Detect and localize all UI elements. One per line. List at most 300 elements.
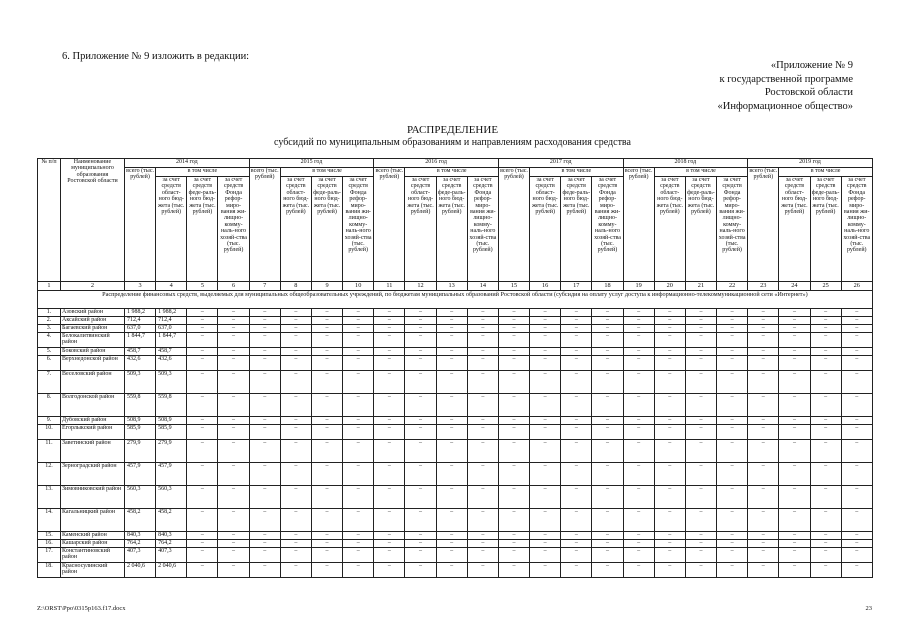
- row-empty-value: –: [779, 532, 810, 540]
- column-number: 5: [187, 282, 218, 291]
- column-number: 1: [38, 282, 61, 291]
- row-empty-value: –: [717, 563, 748, 578]
- row-empty-value: –: [810, 317, 841, 325]
- row-empty-value: –: [405, 463, 436, 486]
- header-regional: за счет средств област-ного бюд-жета (тыс. рублей): [779, 177, 810, 282]
- row-empty-value: –: [841, 463, 872, 486]
- row-empty-value: –: [405, 563, 436, 578]
- row-empty-value: –: [717, 486, 748, 509]
- row-empty-value: –: [280, 417, 311, 425]
- row-empty-value: –: [623, 356, 654, 371]
- row-empty-value: –: [623, 348, 654, 356]
- row-empty-value: –: [654, 486, 685, 509]
- row-empty-value: –: [311, 425, 342, 440]
- row-empty-value: –: [592, 348, 623, 356]
- row-municipality: Константиновский район: [61, 548, 125, 563]
- row-regional-2014: 1 988,2: [156, 309, 187, 317]
- row-empty-value: –: [561, 309, 592, 317]
- row-municipality: Волгодонской район: [61, 394, 125, 417]
- row-empty-value: –: [280, 325, 311, 333]
- row-empty-value: –: [810, 348, 841, 356]
- annex-line: «Информационное общество»: [717, 100, 853, 112]
- row-empty-value: –: [717, 371, 748, 394]
- row-empty-value: –: [405, 394, 436, 417]
- row-total-2014: 407,3: [125, 548, 156, 563]
- row-empty-value: –: [374, 417, 405, 425]
- row-regional-2014: 457,9: [156, 463, 187, 486]
- row-total-2014: 1 988,2: [125, 309, 156, 317]
- row-number: 9.: [38, 417, 61, 425]
- row-empty-value: –: [405, 356, 436, 371]
- row-empty-value: –: [810, 509, 841, 532]
- row-empty-value: –: [779, 440, 810, 463]
- row-empty-value: –: [436, 540, 467, 548]
- row-empty-value: –: [779, 356, 810, 371]
- row-empty-value: –: [187, 317, 218, 325]
- header-including: в том числе: [530, 168, 623, 177]
- column-number: 14: [467, 282, 498, 291]
- row-empty-value: –: [436, 348, 467, 356]
- row-empty-value: –: [561, 463, 592, 486]
- row-empty-value: –: [530, 532, 561, 540]
- row-empty-value: –: [280, 563, 311, 578]
- row-empty-value: –: [436, 356, 467, 371]
- header-year: 2016 год: [374, 159, 499, 168]
- row-empty-value: –: [685, 540, 716, 548]
- row-empty-value: –: [343, 463, 374, 486]
- section-title: Распределение финансовых средств, выделяемых для муниципальных общеобразовательных учреждений, по бюджетам муниципальных образований Ростовской области (субсидия на оплату услуг доступа к информационно-телекоммуникационной сети «Интернет»): [38, 291, 873, 309]
- row-empty-value: –: [249, 540, 280, 548]
- row-empty-value: –: [374, 532, 405, 540]
- row-empty-value: –: [530, 540, 561, 548]
- table-row: [38, 333, 873, 348]
- row-empty-value: –: [467, 325, 498, 333]
- row-empty-value: –: [498, 348, 529, 356]
- row-empty-value: –: [249, 417, 280, 425]
- row-municipality: Азовский район: [61, 309, 125, 317]
- row-empty-value: –: [592, 463, 623, 486]
- header-total: всего (тыс. рублей): [374, 168, 405, 282]
- row-empty-value: –: [405, 371, 436, 394]
- row-empty-value: –: [249, 371, 280, 394]
- row-empty-value: –: [467, 371, 498, 394]
- row-empty-value: –: [685, 348, 716, 356]
- row-empty-value: –: [187, 309, 218, 317]
- row-empty-value: –: [561, 440, 592, 463]
- row-empty-value: –: [748, 371, 779, 394]
- row-empty-value: –: [374, 463, 405, 486]
- row-empty-value: –: [498, 532, 529, 540]
- row-empty-value: –: [841, 317, 872, 325]
- row-empty-value: –: [436, 317, 467, 325]
- row-empty-value: –: [779, 463, 810, 486]
- row-empty-value: –: [187, 371, 218, 394]
- row-empty-value: –: [685, 371, 716, 394]
- row-empty-value: –: [623, 425, 654, 440]
- row-empty-value: –: [467, 425, 498, 440]
- row-empty-value: –: [405, 548, 436, 563]
- row-empty-value: –: [654, 509, 685, 532]
- column-number: 19: [623, 282, 654, 291]
- row-empty-value: –: [218, 440, 249, 463]
- header-regional: за счет средств област-ного бюд-жета (тыс. рублей): [654, 177, 685, 282]
- row-empty-value: –: [810, 548, 841, 563]
- row-empty-value: –: [343, 417, 374, 425]
- header-federal: за счет средств феде-раль-ного бюд-жета (тыс. рублей): [187, 177, 218, 282]
- row-empty-value: –: [561, 317, 592, 325]
- row-empty-value: –: [561, 425, 592, 440]
- row-empty-value: –: [343, 563, 374, 578]
- row-number: 12.: [38, 463, 61, 486]
- row-empty-value: –: [343, 348, 374, 356]
- table-row: [38, 425, 873, 440]
- row-regional-2014: 764,2: [156, 540, 187, 548]
- row-empty-value: –: [685, 532, 716, 540]
- row-regional-2014: 508,9: [156, 417, 187, 425]
- row-empty-value: –: [467, 548, 498, 563]
- row-empty-value: –: [280, 356, 311, 371]
- row-empty-value: –: [405, 348, 436, 356]
- row-empty-value: –: [343, 548, 374, 563]
- row-empty-value: –: [218, 532, 249, 540]
- row-empty-value: –: [810, 309, 841, 317]
- row-empty-value: –: [436, 394, 467, 417]
- row-empty-value: –: [436, 440, 467, 463]
- table-row: [38, 325, 873, 333]
- row-empty-value: –: [748, 356, 779, 371]
- row-empty-value: –: [311, 440, 342, 463]
- row-empty-value: –: [467, 486, 498, 509]
- row-empty-value: –: [530, 509, 561, 532]
- table-row: [38, 348, 873, 356]
- row-empty-value: –: [592, 509, 623, 532]
- row-empty-value: –: [592, 548, 623, 563]
- row-empty-value: –: [654, 394, 685, 417]
- row-empty-value: –: [592, 356, 623, 371]
- row-empty-value: –: [623, 417, 654, 425]
- row-number: 6.: [38, 356, 61, 371]
- table-row: [38, 486, 873, 509]
- row-empty-value: –: [779, 540, 810, 548]
- row-empty-value: –: [654, 333, 685, 348]
- row-empty-value: –: [623, 440, 654, 463]
- row-empty-value: –: [623, 371, 654, 394]
- header-regional: за счет средств област-ного бюд-жета (тыс. рублей): [530, 177, 561, 282]
- row-empty-value: –: [561, 417, 592, 425]
- row-regional-2014: 509,3: [156, 371, 187, 394]
- row-empty-value: –: [561, 563, 592, 578]
- row-empty-value: –: [685, 309, 716, 317]
- row-empty-value: –: [374, 371, 405, 394]
- row-empty-value: –: [218, 309, 249, 317]
- row-total-2014: 712,4: [125, 317, 156, 325]
- row-empty-value: –: [530, 548, 561, 563]
- row-empty-value: –: [685, 317, 716, 325]
- row-empty-value: –: [467, 394, 498, 417]
- row-empty-value: –: [748, 563, 779, 578]
- row-number: 1.: [38, 309, 61, 317]
- header-year: 2018 год: [623, 159, 748, 168]
- row-empty-value: –: [311, 463, 342, 486]
- header-year: 2017 год: [498, 159, 623, 168]
- row-regional-2014: 637,0: [156, 325, 187, 333]
- row-empty-value: –: [436, 417, 467, 425]
- row-empty-value: –: [374, 540, 405, 548]
- row-empty-value: –: [311, 356, 342, 371]
- row-empty-value: –: [498, 371, 529, 394]
- row-empty-value: –: [841, 394, 872, 417]
- row-empty-value: –: [436, 509, 467, 532]
- row-regional-2014: 2 040,6: [156, 563, 187, 578]
- row-empty-value: –: [436, 486, 467, 509]
- row-empty-value: –: [187, 532, 218, 540]
- row-empty-value: –: [530, 325, 561, 333]
- row-regional-2014: 585,9: [156, 425, 187, 440]
- row-empty-value: –: [623, 463, 654, 486]
- header-number: № п/п: [38, 159, 61, 282]
- row-empty-value: –: [187, 540, 218, 548]
- row-empty-value: –: [779, 348, 810, 356]
- row-empty-value: –: [187, 417, 218, 425]
- row-empty-value: –: [623, 333, 654, 348]
- row-empty-value: –: [717, 540, 748, 548]
- header-total: всего (тыс. рублей): [125, 168, 156, 282]
- row-empty-value: –: [841, 509, 872, 532]
- row-empty-value: –: [311, 417, 342, 425]
- row-empty-value: –: [187, 463, 218, 486]
- column-number: 4: [156, 282, 187, 291]
- row-empty-value: –: [280, 394, 311, 417]
- row-empty-value: –: [187, 509, 218, 532]
- row-empty-value: –: [280, 333, 311, 348]
- row-empty-value: –: [654, 540, 685, 548]
- row-empty-value: –: [810, 425, 841, 440]
- row-empty-value: –: [810, 325, 841, 333]
- row-empty-value: –: [717, 309, 748, 317]
- row-empty-value: –: [374, 563, 405, 578]
- row-empty-value: –: [249, 333, 280, 348]
- row-empty-value: –: [343, 540, 374, 548]
- row-empty-value: –: [685, 563, 716, 578]
- column-number: 6: [218, 282, 249, 291]
- row-empty-value: –: [249, 563, 280, 578]
- row-empty-value: –: [436, 309, 467, 317]
- row-empty-value: –: [374, 486, 405, 509]
- header-year: 2019 год: [748, 159, 873, 168]
- row-empty-value: –: [841, 417, 872, 425]
- row-number: 4.: [38, 333, 61, 348]
- row-empty-value: –: [717, 463, 748, 486]
- row-municipality: Аксайский район: [61, 317, 125, 325]
- row-empty-value: –: [623, 317, 654, 325]
- row-empty-value: –: [498, 486, 529, 509]
- header-total: всего (тыс. рублей): [748, 168, 779, 282]
- row-empty-value: –: [343, 440, 374, 463]
- row-empty-value: –: [280, 425, 311, 440]
- row-empty-value: –: [592, 333, 623, 348]
- row-empty-value: –: [374, 548, 405, 563]
- header-fund: за счет средств Фонда рефор-миро-вания жи-лищно-комму-наль-ного хозяй-ства (тыс. рублей): [717, 177, 748, 282]
- row-empty-value: –: [498, 563, 529, 578]
- header-total: всего (тыс. рублей): [623, 168, 654, 282]
- row-empty-value: –: [654, 548, 685, 563]
- row-municipality: Веселовский район: [61, 371, 125, 394]
- header-row-years: [38, 159, 873, 168]
- document-title: РАСПРЕДЕЛЕНИЕ: [406, 124, 499, 136]
- row-empty-value: –: [311, 333, 342, 348]
- row-empty-value: –: [436, 563, 467, 578]
- row-empty-value: –: [561, 540, 592, 548]
- row-empty-value: –: [779, 333, 810, 348]
- row-empty-value: –: [218, 333, 249, 348]
- row-municipality: Заветинский район: [61, 440, 125, 463]
- row-empty-value: –: [436, 548, 467, 563]
- row-empty-value: –: [343, 425, 374, 440]
- row-empty-value: –: [748, 325, 779, 333]
- row-empty-value: –: [187, 333, 218, 348]
- row-empty-value: –: [280, 509, 311, 532]
- header-regional: за счет средств област-ного бюд-жета (тыс. рублей): [280, 177, 311, 282]
- section-row: [38, 291, 873, 309]
- column-number: 2: [61, 282, 125, 291]
- row-empty-value: –: [748, 509, 779, 532]
- table-row: [38, 463, 873, 486]
- row-empty-value: –: [685, 425, 716, 440]
- table-row: [38, 317, 873, 325]
- table-row: [38, 309, 873, 317]
- row-empty-value: –: [592, 425, 623, 440]
- row-number: 16.: [38, 540, 61, 548]
- row-empty-value: –: [561, 532, 592, 540]
- header-fund: за счет средств Фонда рефор-миро-вания жи-лищно-комму-наль-ного хозяй-ства (тыс. рублей): [467, 177, 498, 282]
- row-empty-value: –: [249, 356, 280, 371]
- row-number: 15.: [38, 532, 61, 540]
- row-empty-value: –: [280, 463, 311, 486]
- column-number: 20: [654, 282, 685, 291]
- column-number: 26: [841, 282, 872, 291]
- row-empty-value: –: [498, 425, 529, 440]
- row-empty-value: –: [841, 563, 872, 578]
- header-name: Наименование муниципального образования Ростовской области: [61, 159, 125, 282]
- row-regional-2014: 1 844,7: [156, 333, 187, 348]
- row-municipality: Каменский район: [61, 532, 125, 540]
- row-empty-value: –: [779, 425, 810, 440]
- row-empty-value: –: [592, 309, 623, 317]
- header-including: в том числе: [405, 168, 498, 177]
- row-empty-value: –: [467, 333, 498, 348]
- row-municipality: Кашарский район: [61, 540, 125, 548]
- row-empty-value: –: [467, 309, 498, 317]
- row-empty-value: –: [748, 548, 779, 563]
- header-including: в том числе: [779, 168, 872, 177]
- row-empty-value: –: [498, 309, 529, 317]
- row-empty-value: –: [405, 325, 436, 333]
- row-empty-value: –: [218, 371, 249, 394]
- row-empty-value: –: [405, 532, 436, 540]
- row-empty-value: –: [187, 356, 218, 371]
- row-total-2014: 585,9: [125, 425, 156, 440]
- row-empty-value: –: [748, 317, 779, 325]
- row-empty-value: –: [779, 509, 810, 532]
- row-empty-value: –: [748, 333, 779, 348]
- row-total-2014: 508,9: [125, 417, 156, 425]
- row-empty-value: –: [405, 333, 436, 348]
- row-empty-value: –: [249, 317, 280, 325]
- row-empty-value: –: [654, 532, 685, 540]
- row-empty-value: –: [498, 509, 529, 532]
- row-empty-value: –: [467, 317, 498, 325]
- row-empty-value: –: [280, 532, 311, 540]
- row-empty-value: –: [187, 563, 218, 578]
- row-empty-value: –: [498, 356, 529, 371]
- row-regional-2014: 712,4: [156, 317, 187, 325]
- header-federal: за счет средств феде-раль-ного бюд-жета (тыс. рублей): [436, 177, 467, 282]
- row-empty-value: –: [748, 540, 779, 548]
- row-empty-value: –: [530, 371, 561, 394]
- row-empty-value: –: [218, 463, 249, 486]
- row-total-2014: 1 844,7: [125, 333, 156, 348]
- row-empty-value: –: [748, 394, 779, 417]
- header-year: 2014 год: [125, 159, 250, 168]
- row-empty-value: –: [748, 309, 779, 317]
- row-regional-2014: 559,8: [156, 394, 187, 417]
- row-empty-value: –: [249, 486, 280, 509]
- row-empty-value: –: [436, 371, 467, 394]
- column-number: 24: [779, 282, 810, 291]
- row-empty-value: –: [717, 348, 748, 356]
- row-empty-value: –: [561, 548, 592, 563]
- header-regional: за счет средств област-ного бюд-жета (тыс. рублей): [405, 177, 436, 282]
- row-empty-value: –: [654, 463, 685, 486]
- row-empty-value: –: [436, 325, 467, 333]
- row-empty-value: –: [623, 509, 654, 532]
- row-empty-value: –: [623, 540, 654, 548]
- row-empty-value: –: [623, 486, 654, 509]
- row-empty-value: –: [654, 371, 685, 394]
- row-empty-value: –: [436, 425, 467, 440]
- row-empty-value: –: [530, 333, 561, 348]
- row-empty-value: –: [280, 548, 311, 563]
- row-empty-value: –: [841, 333, 872, 348]
- annex-header: [653, 59, 853, 113]
- row-empty-value: –: [654, 425, 685, 440]
- row-empty-value: –: [187, 486, 218, 509]
- column-number: 16: [530, 282, 561, 291]
- row-empty-value: –: [467, 532, 498, 540]
- row-municipality: Зимовниковский район: [61, 486, 125, 509]
- row-empty-value: –: [841, 325, 872, 333]
- row-empty-value: –: [311, 309, 342, 317]
- row-regional-2014: 407,3: [156, 548, 187, 563]
- file-path: Z:\ORST\Ppo\0315p163.f17.docx: [37, 605, 126, 612]
- row-total-2014: 840,3: [125, 532, 156, 540]
- row-empty-value: –: [717, 394, 748, 417]
- row-empty-value: –: [623, 394, 654, 417]
- row-empty-value: –: [280, 348, 311, 356]
- table-row: [38, 532, 873, 540]
- header-fund: за счет средств Фонда рефор-миро-вания жи-лищно-комму-наль-ного хозяй-ства (тыс. рублей): [592, 177, 623, 282]
- row-empty-value: –: [311, 486, 342, 509]
- row-empty-value: –: [374, 325, 405, 333]
- column-number: 12: [405, 282, 436, 291]
- row-empty-value: –: [218, 563, 249, 578]
- annex-line: к государственной программе: [719, 73, 853, 85]
- row-empty-value: –: [530, 317, 561, 325]
- row-empty-value: –: [374, 425, 405, 440]
- table-row: [38, 540, 873, 548]
- row-empty-value: –: [592, 317, 623, 325]
- row-empty-value: –: [467, 417, 498, 425]
